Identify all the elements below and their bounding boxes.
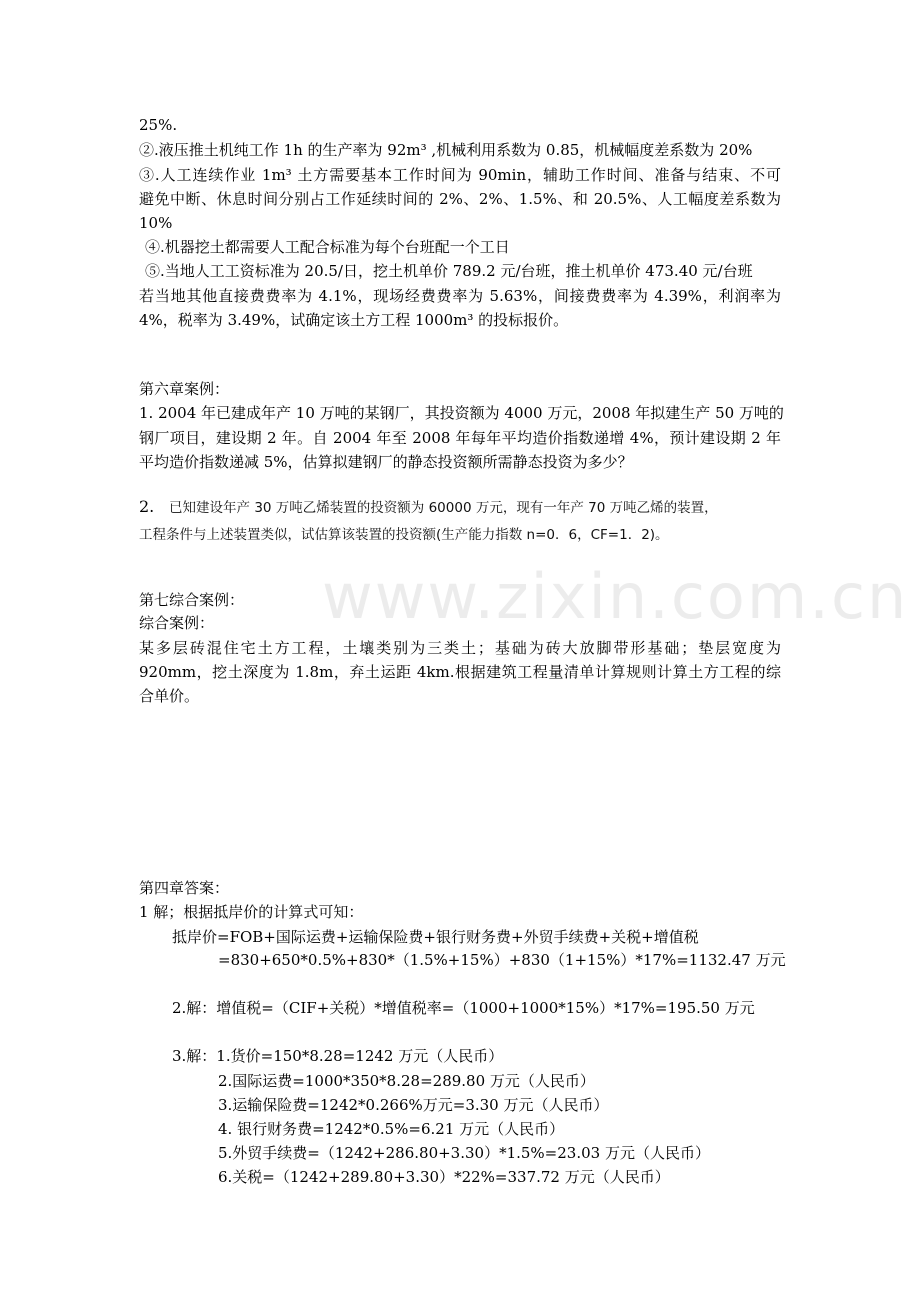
text-line: 2.国际运费=1000*350*8.28=289.80 万元（人民币） (218, 1072, 595, 1090)
text-line: 已知建设年产 30 万吨乙烯装置的投资额为 60000 万元，现有一年产 70 万吨乙烯的装置， (169, 500, 718, 516)
formula-line: =830+650*0.5%+830*（1.5%+15%）+830（1+15%）*17%=1132.47 万元 (218, 951, 786, 969)
text-line: 920mm，挖土深度为 1.8m，弃土运距 4km.根据建筑工程量清单计算规则计算土方工程的综 (139, 663, 781, 681)
text-line: 4. 银行财务费=1242*0.5%=6.21 万元（人民币） (218, 1120, 565, 1138)
formula-line: 抵岸价=FOB+国际运费+运输保险费+银行财务费+外贸手续费+关税+增值税 (172, 928, 699, 946)
text-line: 3.解：1.货价=150*8.28=1242 万元（人民币） (172, 1047, 504, 1065)
text-line: 1. 2004 年已建成年产 10 万吨的某钢厂，其投资额为 4000 万元，2008 年拟建生产 50 万吨的 (139, 404, 784, 422)
text-line: 1 解；根据抵岸价的计算式可知： (139, 903, 364, 921)
question-2 (139, 496, 718, 519)
section-heading: 第六章案例： (139, 380, 230, 398)
text-line: 25%. (139, 116, 178, 134)
text-line: 5.外贸手续费=（1242+286.80+3.30）*1.5%=23.03 万元（人民币） (218, 1144, 710, 1162)
text-line: 合单价。 (139, 687, 200, 705)
text-line: 某多层砖混住宅土方工程，土壤类别为三类土；基础为砖大放脚带形基础；垫层宽度为 (139, 639, 781, 657)
text-line: ④.机器挖土都需要人工配合标准为每个台班配一个工日 (145, 238, 510, 256)
text-line: 平均造价指数递减 5%，估算拟建钢厂的静态投资额所需静态投资为多少？ (139, 453, 633, 471)
text-line: 若当地其他直接费费率为 4.1%，现场经费费率为 5.63%，间接费费率为 4.39%，利润率为 (139, 287, 781, 305)
text-line: 钢厂项目，建设期 2 年。自 2004 年至 2008 年每年平均造价指数递增 4%，预计建设期 2 年 (139, 429, 781, 447)
text-line: ③.人工连续作业 1m³ 土方需要基本工作时间为 90min，辅助工作时间、准备与结束、不可 (139, 166, 781, 184)
text-line: 4%，税率为 3.49%，试确定该土方工程 1000m³ 的投标报价。 (139, 311, 569, 329)
question-number: 2. (139, 497, 155, 516)
section-heading: 第四章答案： (139, 879, 230, 897)
text-line: ⑤.当地人工工资标准为 20.5/日，挖土机单价 789.2 元/台班，推土机单价 473.40 元/台班 (145, 262, 753, 280)
sub-heading: 综合案例： (139, 614, 215, 632)
text-line: 工程条件与上述装置类似，试估算该装置的投资额(生产能力指数 n=0．6，CF=1．2)。 (139, 527, 669, 543)
watermark: www.zixin.com.cn (322, 560, 909, 633)
text-line: ②.液压推土机纯工作 1h 的生产率为 92m³ ,机械利用系数为 0.85，机械幅度差系数为 20% (139, 141, 753, 159)
text-line: 10% (139, 214, 173, 232)
text-line: 3.运输保险费=1242*0.266%万元=3.30 万元（人民币） (218, 1096, 609, 1114)
text-line: 避免中断、休息时间分别占工作延续时间的 2%、2%、1.5%、和 20.5%、人工幅度差系数为 (139, 190, 781, 208)
text-line: 6.关税=（1242+289.80+3.30）*22%=337.72 万元（人民币） (218, 1168, 670, 1186)
section-heading: 第七综合案例： (139, 591, 245, 609)
text-line: 2.解：增值税=（CIF+关税）*增值税率=（1000+1000*15%）*17%=195.50 万元 (172, 999, 755, 1017)
